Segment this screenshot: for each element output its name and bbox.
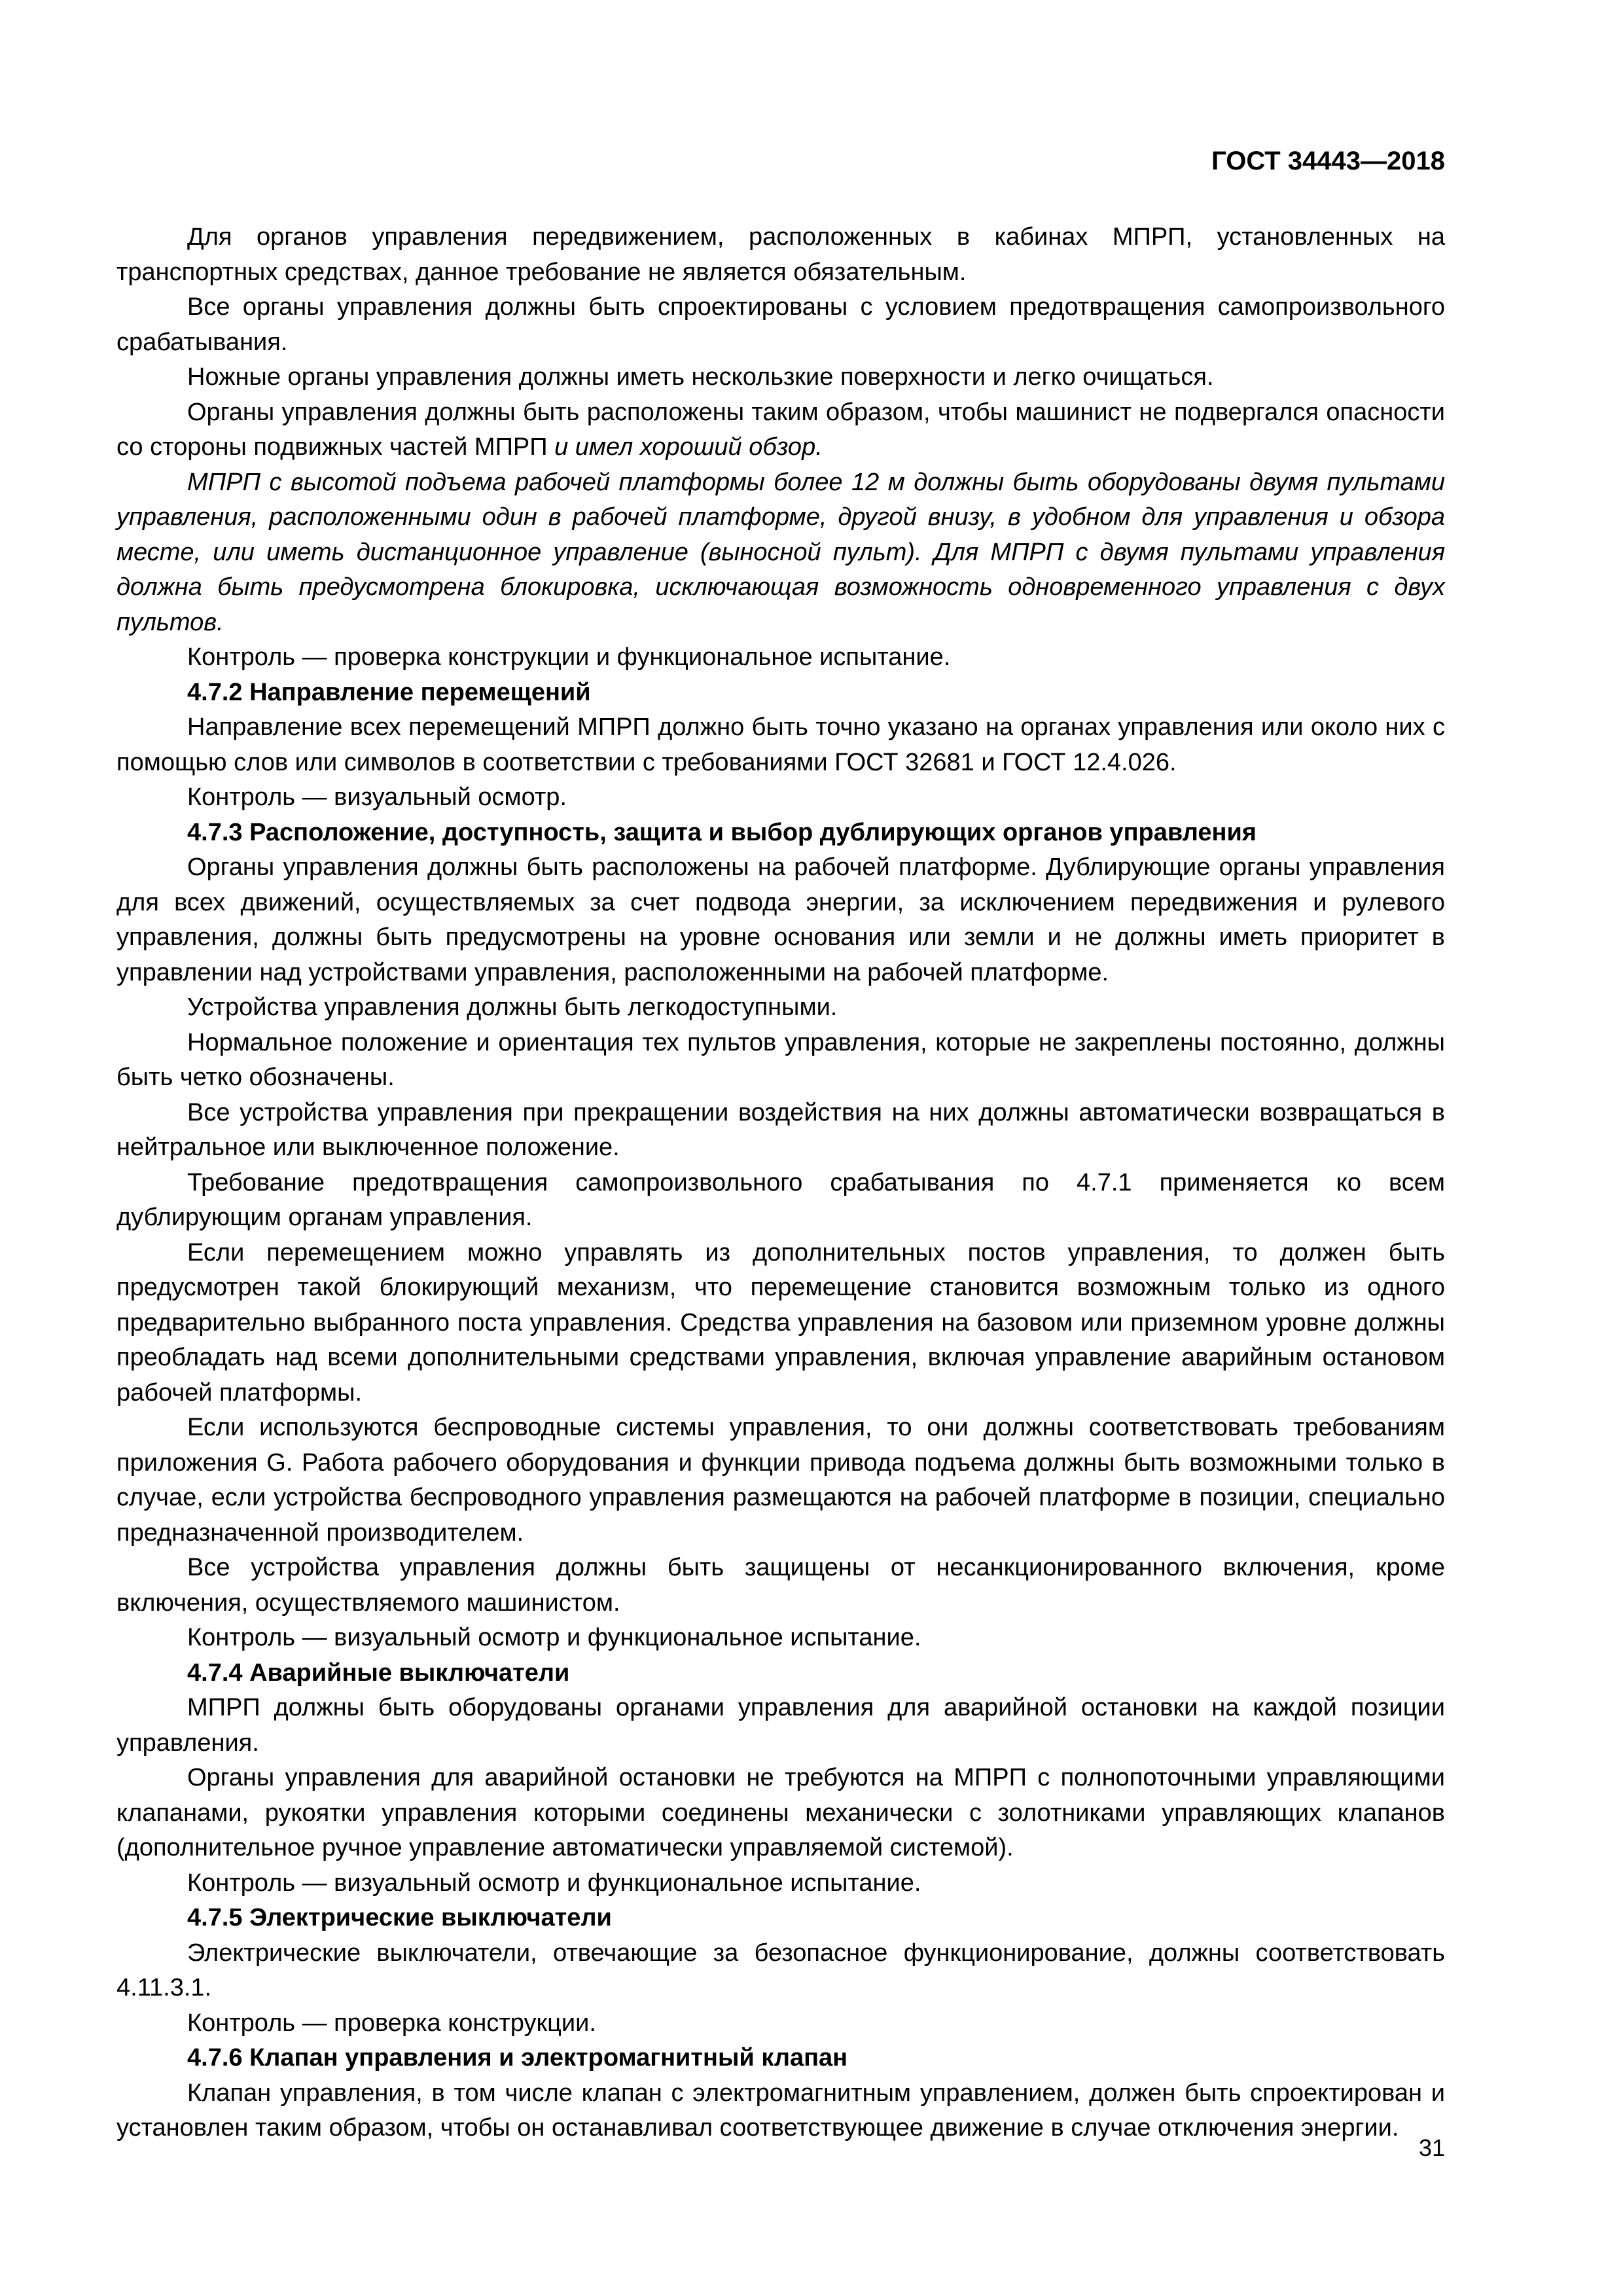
control-note: Контроль — визуальный осмотр и функциональное испытание.	[187, 1869, 921, 1897]
control-note: Контроль — визуальный осмотр.	[187, 783, 567, 811]
control-note: Контроль — проверка конструкции.	[187, 2009, 596, 2037]
paragraph: Все устройства управления при прекращении воздействия на них должны автоматически возвращаться в нейтральное или выключенное положение.	[116, 1098, 1445, 1161]
control-note: Контроль — проверка конструкции и функциональное испытание.	[187, 643, 951, 671]
control-note: Контроль — визуальный осмотр и функциональное испытание.	[187, 1624, 921, 1651]
section-heading-4-7-2: 4.7.2 Направление перемещений	[187, 678, 591, 706]
page-number: 31	[1418, 2134, 1445, 2161]
paragraph: Органы управления должны быть расположены на рабочей платформе. Дублирующие органы управления для всех движений, осуществляемых за счет подвода энергии, за исключением передвижения и рулевого управления, должны быть предусмотрены на уровне основания или земли и не должны иметь приоритет в управлении над устройствами управления, расположенными на рабочей платформе.	[116, 853, 1445, 986]
paragraph: Если используются беспроводные системы управления, то они должны соответствовать требованиям приложения G. Работа рабочего оборудования и функции привода подъема должны быть возможными только в случае, если устройства беспроводного управления размещаются на рабочей платформе в позиции, специально предназначенной производителем.	[116, 1414, 1445, 1547]
italic-paragraph: МПРП с высотой подъема рабочей платформы более 12 м должны быть оборудованы двумя пультами управления, расположенными один в рабочей платформе, другой внизу, в удобном для управления и обзора месте, или иметь дистанционное управление (выносной пульт). Для МПРП с двумя пультами управления должна быть предусмотрена блокировка, исключающая возможность одновременного управления с двух пультов.	[116, 468, 1445, 636]
paragraph	[116, 395, 1445, 465]
paragraph: Если перемещением можно управлять из дополнительных постов управления, то должен быть предусмотрен такой блокирующий механизм, что перемещение становится возможным только из одного предварительно выбранного поста управления. Средства управления на базовом или приземном уровне должны преобладать над всеми дополнительными средствами управления, включая управление аварийным остановом рабочей платформы.	[116, 1238, 1445, 1407]
paragraph: Все устройства управления должны быть защищены от несанкционированного включения, кроме включения, осуществляемого машинистом.	[116, 1554, 1445, 1617]
section-heading-4-7-6: 4.7.6 Клапан управления и электромагнитный клапан	[187, 2044, 848, 2072]
paragraph: Органы управления для аварийной остановки не требуются на МПРП с полнопоточными управляющими клапанами, рукоятки управления которыми соединены механически с золотниками управляющих клапанов (дополнительное ручное управление автоматически управляемой системой).	[116, 1764, 1445, 1861]
italic-insertion: и имел хороший обзор.	[554, 433, 823, 461]
paragraph: Устройства управления должны быть легкодоступными.	[187, 994, 838, 1021]
paragraph: Электрические выключатели, отвечающие за безопасное функционирование, должны соответствовать 4.11.3.1.	[116, 1939, 1445, 2001]
paragraph: Все органы управления должны быть спроектированы с условием предотвращения самопроизвольного срабатывания.	[116, 293, 1445, 356]
paragraph: Для органов управления передвижением, расположенных в кабинах МПРП, установленных на транспортных средствах, данное требование не является обязательным.	[116, 223, 1445, 286]
paragraph-text: Органы управления должны быть расположены таким образом, чтобы машинист не подвергался опасности со стороны подвижных частей МПРП	[116, 398, 1445, 461]
paragraph: Направление всех перемещений МПРП должно быть точно указано на органах управления или около них с помощью слов или символов в соответствии с требованиями ГОСТ 32681 и ГОСТ 12.4.026.	[116, 713, 1445, 776]
paragraph: Нормальное положение и ориентация тех пультов управления, которые не закреплены постоянно, должны быть четко обозначены.	[116, 1028, 1445, 1091]
page-body	[116, 220, 1445, 2146]
paragraph: Требование предотвращения самопроизвольного срабатывания по 4.7.1 применяется ко всем дублирующим органам управления.	[116, 1168, 1445, 1231]
paragraph: Ножные органы управления должны иметь нескользкие поверхности и легко очищаться.	[187, 363, 1214, 391]
paragraph: Клапан управления, в том числе клапан с электромагнитным управлением, должен быть спроектирован и установлен таким образом, чтобы он останавливал соответствующее движение в случае отключения энергии.	[116, 2079, 1445, 2142]
section-heading-4-7-4: 4.7.4 Аварийные выключатели	[187, 1659, 570, 1687]
paragraph: МПРП должны быть оборудованы органами управления для аварийной остановки на каждой позиции управления.	[116, 1694, 1445, 1757]
document-code: ГОСТ 34443—2018	[1211, 147, 1445, 175]
section-heading-4-7-3: 4.7.3 Расположение, доступность, защита и выбор дублирующих органов управления	[187, 818, 1257, 846]
section-heading-4-7-5: 4.7.5 Электрические выключатели	[187, 1904, 612, 1931]
